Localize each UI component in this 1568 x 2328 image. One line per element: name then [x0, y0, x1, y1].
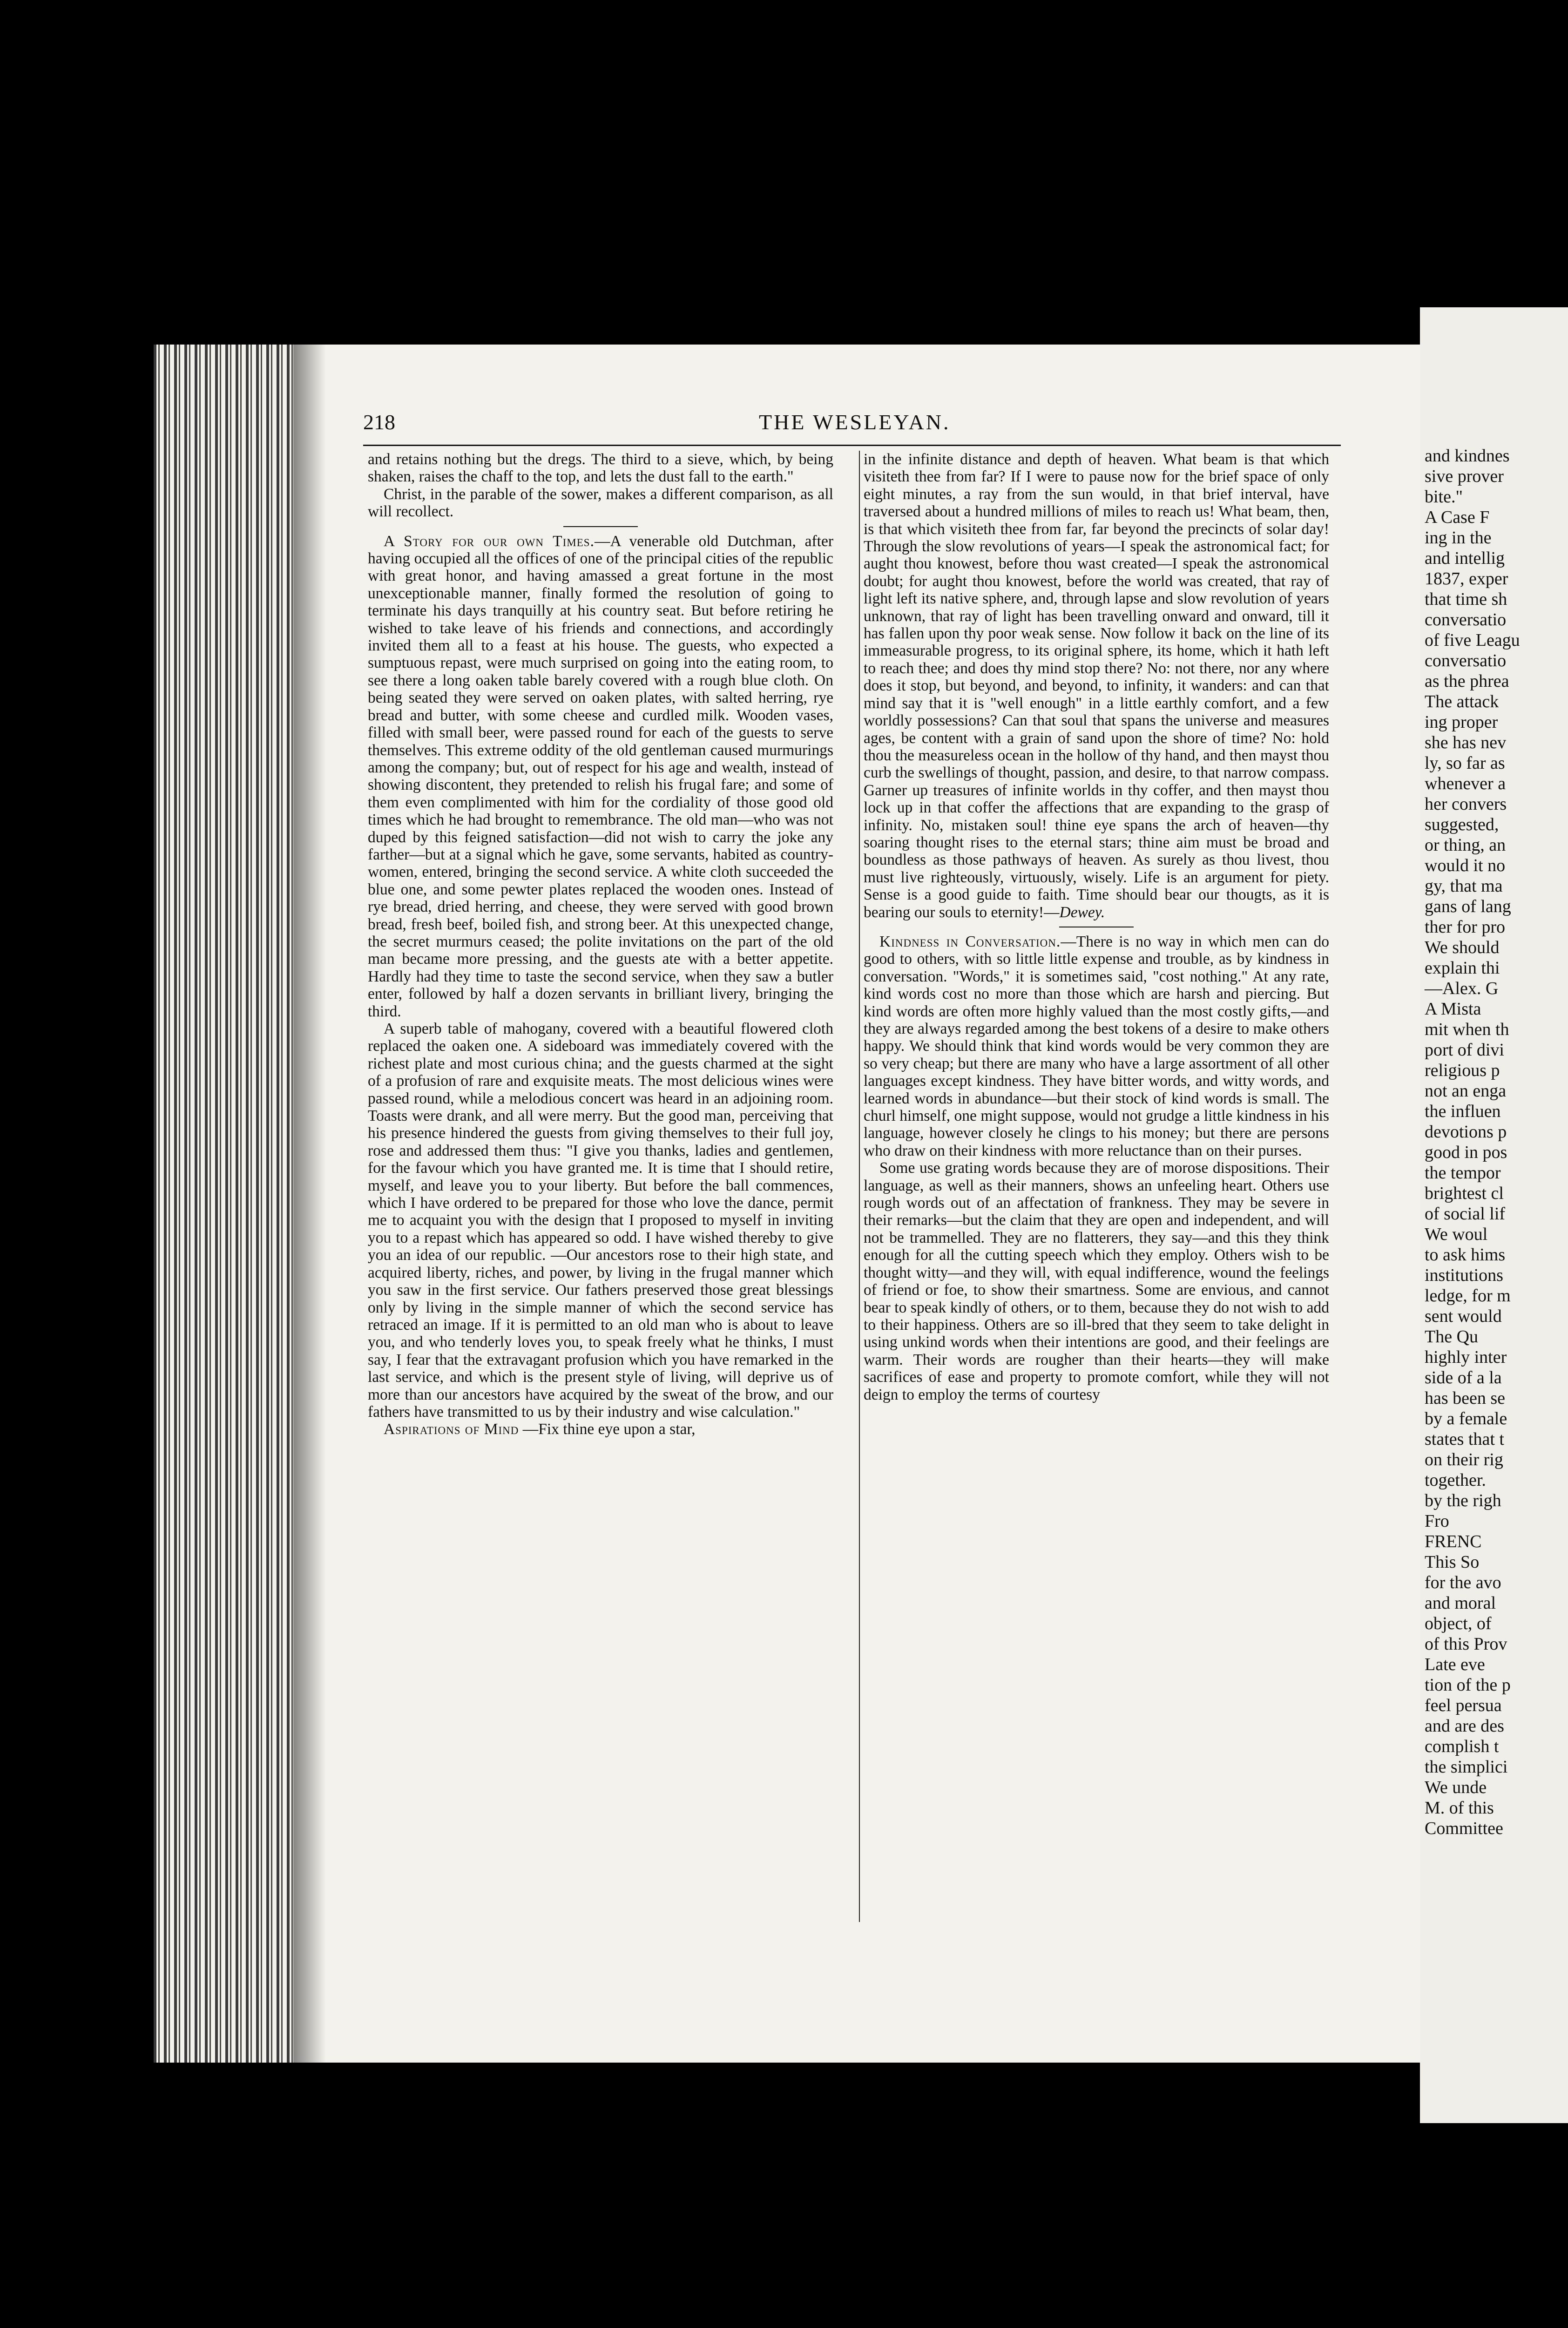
adjacent-page-line: A Mista [1425, 999, 1481, 1019]
adjacent-page-line: for the avo [1425, 1573, 1501, 1592]
article-kindness [864, 933, 1329, 1159]
article-heading: A Story for our own Times. [384, 532, 595, 550]
adjacent-page-line: The attack [1425, 692, 1499, 711]
article-story [368, 533, 833, 1020]
adjacent-page-line: M. of this [1425, 1798, 1494, 1818]
adjacent-page-line: 1837, exper [1425, 569, 1508, 589]
adjacent-page-line: ing proper [1425, 712, 1498, 732]
adjacent-page-line: institutions [1425, 1266, 1503, 1285]
adjacent-page-line: complish t [1425, 1737, 1499, 1756]
adjacent-page-line: We woul [1425, 1225, 1488, 1244]
adjacent-page-edge [1420, 307, 1568, 2123]
adjacent-page-line: ing in the [1425, 528, 1492, 548]
adjacent-page-line: the simplici [1425, 1757, 1508, 1777]
adjacent-page-line: to ask hims [1425, 1245, 1506, 1265]
running-header: THE WESLEYAN. [759, 410, 951, 434]
adjacent-page-line: bite." [1425, 487, 1463, 507]
adjacent-page-line: and are des [1425, 1716, 1504, 1736]
adjacent-page-line: tion of the p [1425, 1675, 1511, 1695]
paragraph: A superb table of mahogany, covered with a beautiful flowered cloth replaced the oaken one. A sideboard was immediately covered with the richest plate and most curious china; and the guests charmed at the sight of a profusion of rare and exquisite meats. The most delicious wines were passed round, while a melodious concert was heard in an adjoining room. Toasts were drank, and all were merry. But the good man, perceiving that his presence hindered the guests from giving themselves to their full joy, rose and addressed them thus: "I give you thanks, ladies and gentlemen, for the favour which you have granted me. It is time that I should retire, myself, and leave you to your liberty. But before the ball commences, which I have ordered to be prepared for those who love the dance, permit me to acquaint you with the design that I proposed to myself in inviting you to a repast which has appeared so odd. I have wished thereby to give you an idea of our republic. —Our ancestors rose to their high state, and acquired liberty, riches, and power, by living in the frugal manner which you saw in the first service. Our fathers preserved those great blessings only by living in the simple manner of which the second service has retraced an image. If it is permitted to an old man who is about to leave you, and who tenderly loves you, to speak freely what he thinks, I must say, I fear that the extravagant profusion which you have remarked in the last service, and which is the present style of living, will deprive us of more than our ancestors have acquired by the sweat of the brow, and our fathers have transmitted to us by their industry and wise calculation." [368, 1020, 833, 1421]
adjacent-page-line: This So [1425, 1552, 1480, 1572]
adjacent-page-line: side of a la [1425, 1368, 1502, 1387]
adjacent-page-line: We unde [1425, 1778, 1487, 1797]
column-rule [859, 451, 860, 1922]
article-text: —Fix thine eye upon a star, [522, 1421, 696, 1438]
adjacent-page-line: ly, so far as [1425, 753, 1505, 773]
article-text: —There is no way in which men can do good to others, with so little little expense and trouble, as by kindness in conversation. "Words," it is sometimes said, "cost nothing." At any rate, kind words cost no more than those which are harsh and piercing. But kind words are often more highly valued than the most costly gifts,—and they are always regarded among the best tokens of a desire to make others happy. We should think that kind words would be very common they are so very cheap; but there are many who have a large assortment of all other languages except kindness. They have bitter words, and witty words, and learned words in abundance—but their stock of kind words is small. The churl himself, one might suppose, would not grudge a little kindness in his language, however closely he clings to his money; but there are persons who draw on their kindness with more reluctance than on their purses. [864, 933, 1329, 1159]
adjacent-page-line: of five Leagu [1425, 630, 1520, 650]
adjacent-page-line: explain thi [1425, 958, 1500, 978]
adjacent-page-line: We should [1425, 938, 1500, 957]
adjacent-page-line: has been se [1425, 1388, 1506, 1408]
page-binding-shadow [293, 345, 326, 2063]
adjacent-page-line: gy, that ma [1425, 876, 1503, 896]
adjacent-page-line: Late eve [1425, 1655, 1485, 1674]
adjacent-page-line: the influen [1425, 1102, 1501, 1121]
adjacent-page-line: devotions p [1425, 1122, 1507, 1142]
article-text: —A venerable old Dutchman, after having occupied all the offices of one of the principal cities of the republic with great honor, and having amassed a great fortune in the most unexceptionable manner, finally formed the resolution of going to terminate his days tranquilly at his country seat. But before retiring he wished to take leave of his friends and connections, and accordingly invited them all to a feast at his house. The guests, who expected a sumptuous repast, were much surprised on going into the eating room, to see there a long oaken table barely covered with a rough blue cloth. On being seated they were served on oaken plates, with salted herring, rye bread and butter, with some cheese and curdled milk. Wooden vases, filled with small beer, were passed round for each of the guests to serve themselves. This extreme oddity of the old gentleman caused murmurings among the company; but, out of respect for his age and wealth, instead of showing discontent, they pretended to relish his frugal fare; and some of them even complimented with him for the cordiality of those good old times which he had brought to remembrance. The old man—who was not duped by this feigned satisfaction—did not wish to carry the joke any farther—but at a signal which he gave, some servants, habited as country-women, entered, bringing the second service. A white cloth succeeded the blue one, and some pewter plates replaced the wooden ones. Instead of rye bread, dried herring, and cheese, they were served with good brown bread, fresh beef, boiled fish, and strong beer. At this unexpected change, the secret murmurs ceased; the polite invitations on the part of the old man became more pressing, and the guests ate with a better appetite. Hardly had they time to taste the second service, when they saw a butler enter, followed by half a dozen servants in brilliant livery, bringing the third. [368, 532, 833, 1020]
adjacent-page-line: Fro [1425, 1511, 1449, 1531]
adjacent-page-line: ledge, for m [1425, 1286, 1511, 1306]
adjacent-page-line: she has nev [1425, 733, 1507, 752]
adjacent-page-line: of this Prov [1425, 1634, 1507, 1654]
adjacent-page-line: The Qu [1425, 1327, 1479, 1347]
adjacent-page-line: the tempor [1425, 1163, 1501, 1183]
adjacent-page-line: and kindnes [1425, 446, 1510, 466]
adjacent-page-line: and moral [1425, 1593, 1496, 1613]
adjacent-page-line: mit when th [1425, 1020, 1509, 1039]
adjacent-page-line: on their rig [1425, 1450, 1503, 1469]
adjacent-page-line: or thing, an [1425, 835, 1506, 855]
adjacent-page-line: —Alex. G [1425, 979, 1499, 998]
adjacent-page-line: would it no [1425, 856, 1506, 875]
adjacent-page-line: feel persua [1425, 1696, 1502, 1715]
adjacent-page-line: brightest cl [1425, 1184, 1504, 1203]
page-number: 218 [363, 410, 395, 434]
article-text: in the infinite distance and depth of heaven. What beam is that which visiteth thee from far? If I were to pause now for the brief space of only eight minutes, a ray from the sun would, in that brief interval, have traversed about a hundred millions of miles to reach us! What beam, then, is that which visiteth thee from far, far beyond the precincts of solar day! Through the slow revolutions of years—I speak the astronomical fact; for aught thou knowest, before thou wast created—I speak the astronomical doubt; for aught thou knowest, before the world was created, that ray of light left its native sphere, and, through lapse and slow revolution of years unknown, that ray of light has been travelling onward and onward, till it has fallen upon thy poor weak sense. Now follow it back on the line of its immeasurable progress, to its original sphere, its home, which it hath left to reach thee; and does thy mind stop there? No: not there, nor any where does it stop, but beyond, and beyond, to infinity, it wanders: and can that mind say that it is "well enough" in a little earthly comfort, and a few worldly possessions? Can that soul that spans the universe and measures ages, be content with a grain of sand upon the shore of time? No: hold thou the measureless ocean in the hollow of thy hand, and then mayst thou curb the swellings of thought, passion, and desire, to that narrow compass. Garner up treasures of infinite worlds in thy coffer, and then mayst thou lock up in that coffer the affections that are expanding to the grasp of infinity. No, mistaken soul! thine eye spans the arch of heaven—thy soaring thought rises to the eternal stars; thine aim must be broad and boundless as those pathways of heaven. As surely as thou livest, thou must live righteously, virtuously, wisely. Life is an argument for piety. Sense is a good guide to faith. Time should bear our thougts, as it is bearing our souls to eternity!— [864, 451, 1329, 921]
author-signature: Dewey. [1059, 903, 1105, 921]
article-heading: Kindness in Conversation. [879, 933, 1061, 950]
adjacent-page-line: sive prover [1425, 467, 1504, 486]
adjacent-page-line: and intellig [1425, 548, 1505, 568]
adjacent-page-line: not an enga [1425, 1081, 1507, 1101]
adjacent-page-line: gans of lang [1425, 897, 1511, 916]
adjacent-page-line: states that t [1425, 1429, 1504, 1449]
adjacent-page-line: together. [1425, 1470, 1486, 1490]
adjacent-page-line: suggested, [1425, 815, 1499, 834]
adjacent-page-line: by the righ [1425, 1491, 1501, 1510]
page-binding-edge [154, 345, 293, 2063]
adjacent-page-line: object, of [1425, 1614, 1492, 1633]
adjacent-page-line: port of divi [1425, 1040, 1504, 1060]
adjacent-page-line: highly inter [1425, 1347, 1507, 1367]
article-aspirations [368, 1421, 833, 1438]
adjacent-page-line: conversatio [1425, 610, 1507, 629]
adjacent-page-line: Committee [1425, 1819, 1503, 1838]
adjacent-page-line: FRENC [1425, 1532, 1482, 1551]
adjacent-page-line: A Case F [1425, 508, 1490, 527]
adjacent-page-line: ther for pro [1425, 917, 1506, 937]
adjacent-page-line: that time sh [1425, 589, 1507, 609]
adjacent-page-line: by a female [1425, 1409, 1507, 1428]
adjacent-page-line: her convers [1425, 794, 1507, 814]
adjacent-page-line: as the phrea [1425, 671, 1509, 691]
adjacent-page-line: good in pos [1425, 1143, 1507, 1162]
paragraph: Christ, in the parable of the sower, makes a different comparison, as all will recollect. [368, 485, 833, 521]
adjacent-page-line: conversatio [1425, 651, 1507, 670]
adjacent-page-line: sent would [1425, 1306, 1502, 1326]
article-heading: Aspirations of Mind [384, 1421, 519, 1438]
adjacent-page-line: of social lif [1425, 1204, 1506, 1224]
adjacent-page-line: religious p [1425, 1061, 1500, 1080]
paragraph [864, 451, 1329, 921]
paragraph: Some use grating words because they are of morose dispositions. Their language, as well as their manners, shows an unfeeling heart. Others use rough words out of an affectation of frankness. They may be severe in their remarks—but the claim that they are open and independent, and will not be trammelled. They are no flatterers, they say—and this they think enough for all the cutting speech which they employ. Others wish to be thought witty—and they will, with equal indifference, wound the feelings of friend or foe, to show their smartness. Some are envious, and cannot bear to speak kindly of others, or to them, because they do not wish to add to their happiness. Others are so ill-bred that they seem to take delight in using unkind words when their intentions are good, and their feelings are warm. Their words are rougher than their hearts—they will make sacrifices of ease and property to promote comfort, while they will not deign to employ the terms of courtesy [864, 1159, 1329, 1403]
paragraph: and retains nothing but the dregs. The third to a sieve, which, by being shaken, raises the chaff to the top, and lets the dust fall to the earth." [368, 451, 833, 486]
adjacent-page-line: whenever a [1425, 774, 1506, 793]
section-divider [563, 526, 638, 527]
right-column [864, 451, 1329, 1403]
header-rule [363, 445, 1341, 446]
left-column [368, 451, 833, 1438]
